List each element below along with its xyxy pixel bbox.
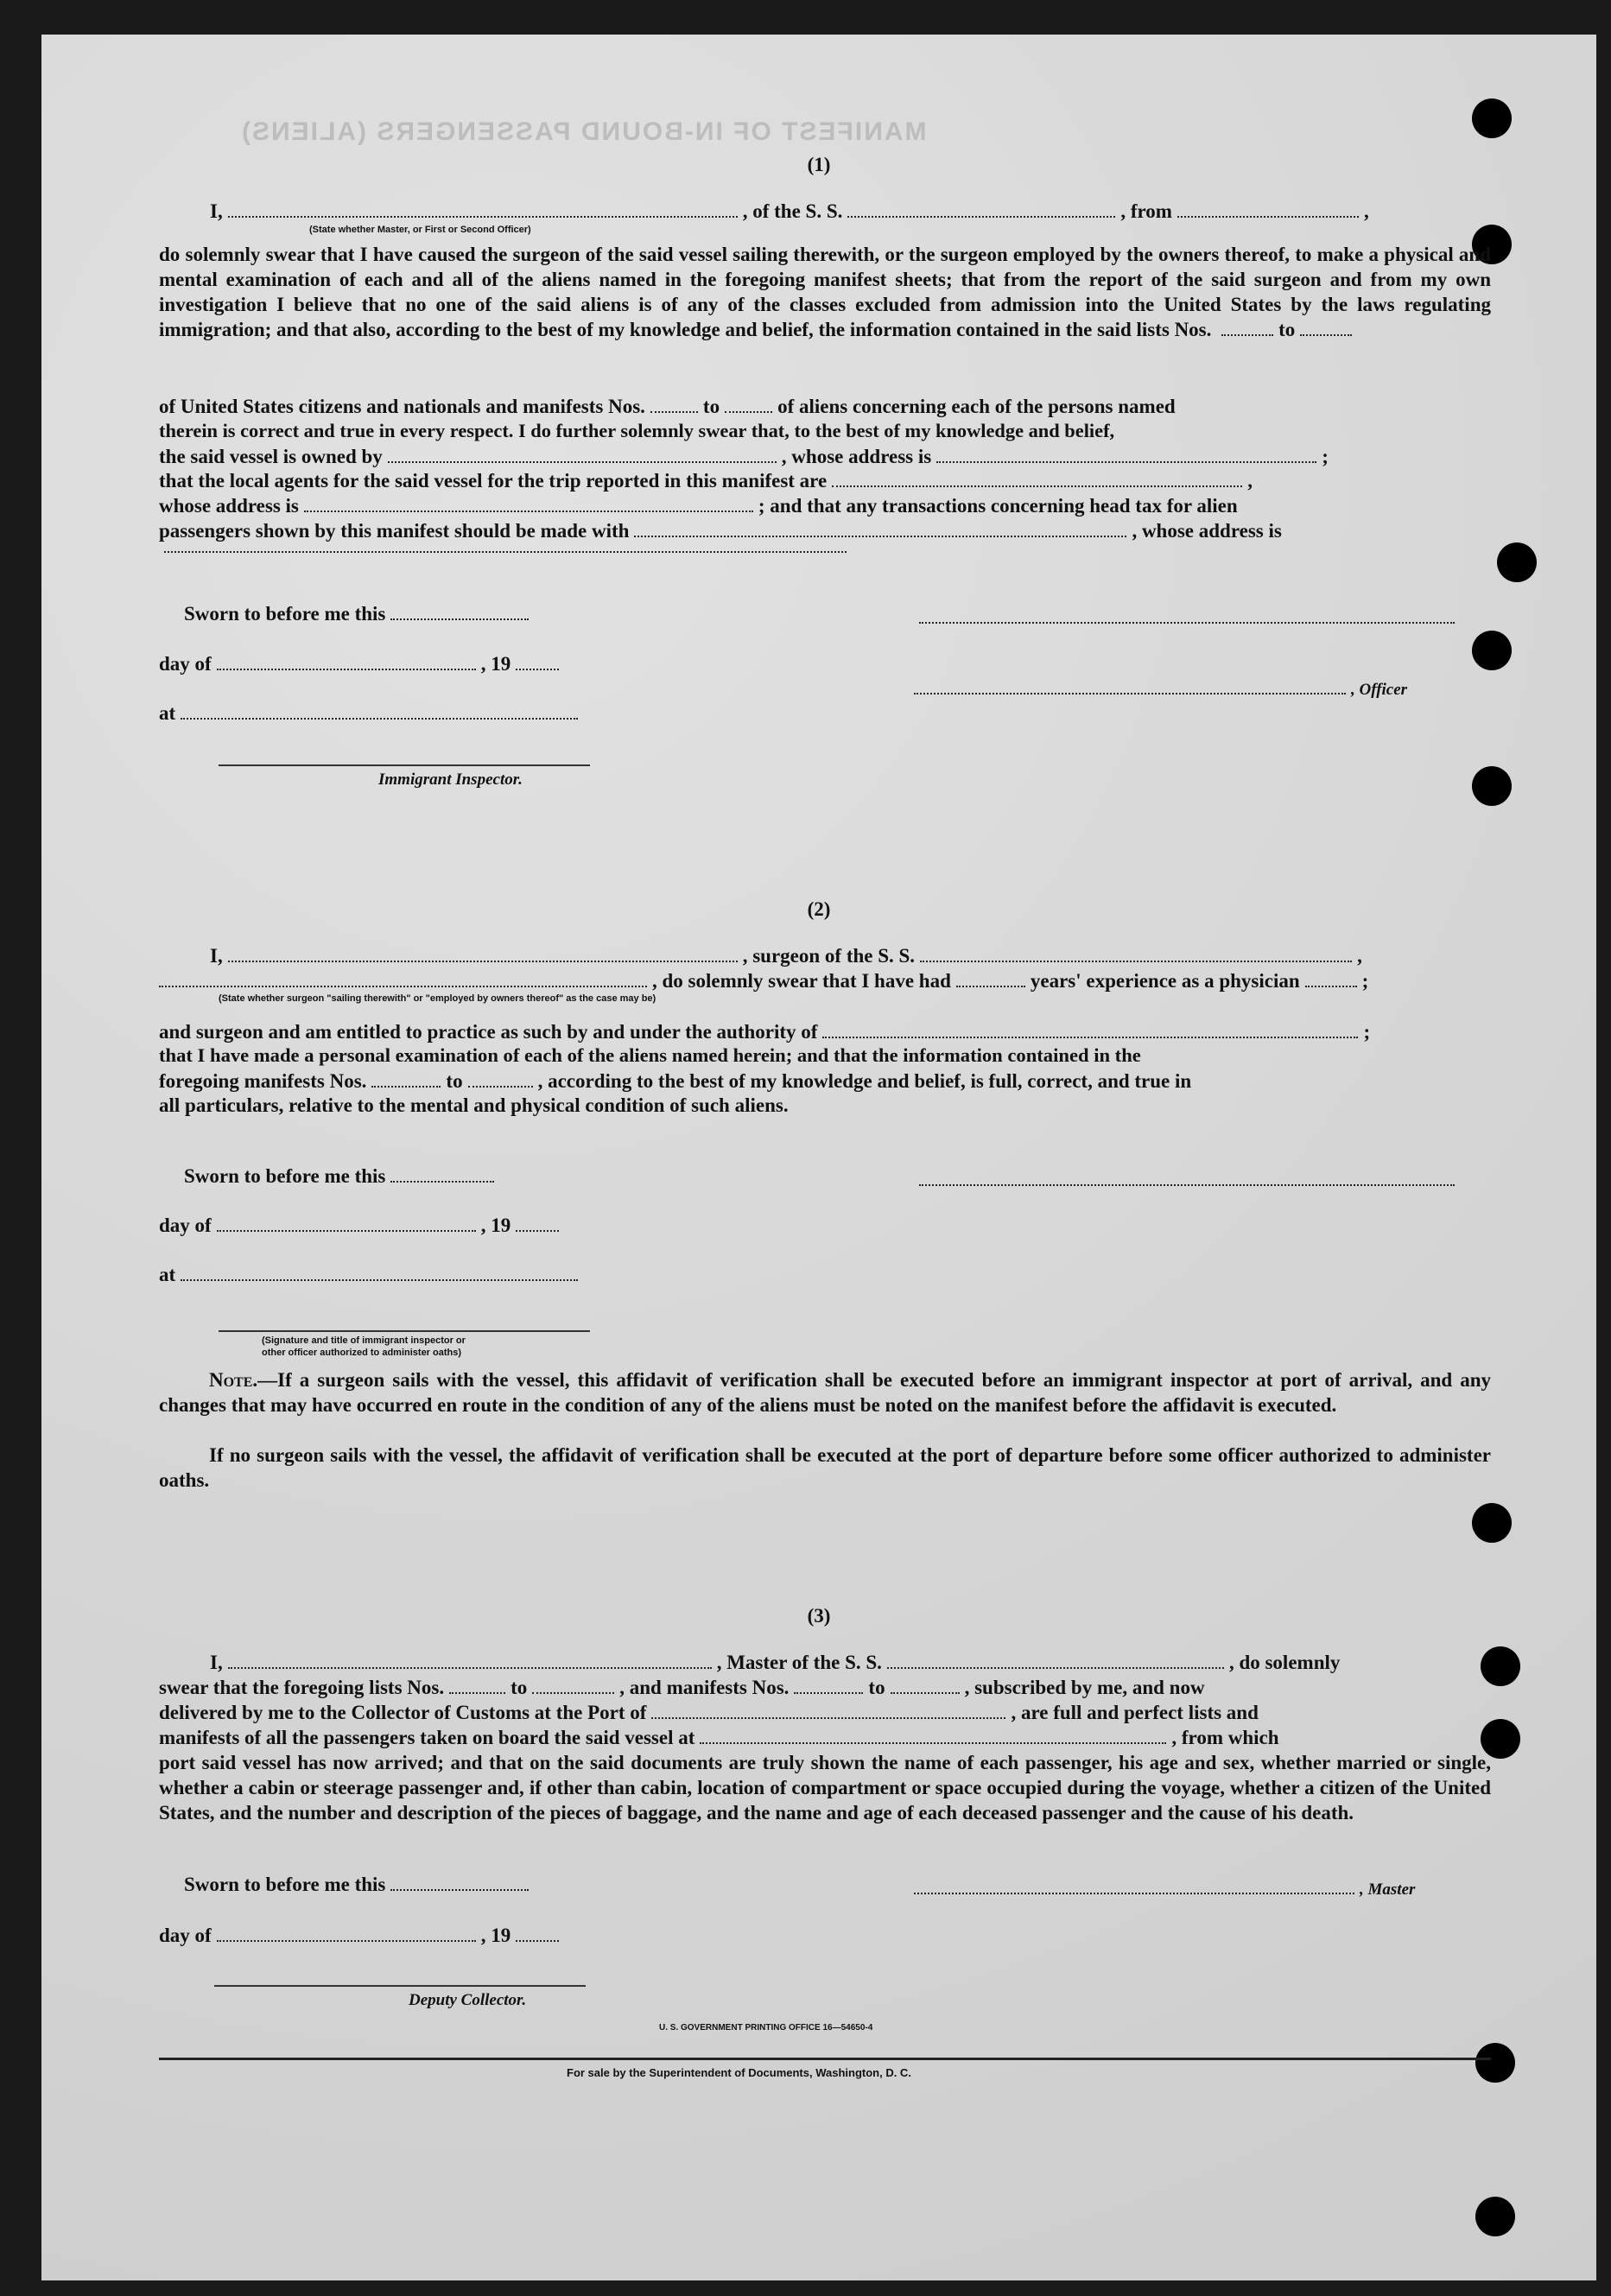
place-field[interactable] [181, 701, 578, 720]
note-paragraph-2: If no surgeon sails with the vessel, the affidavit of verification shall be executed at the port of departure before some officer authorized to administer oaths. [159, 1444, 1491, 1491]
section-1-line-manifests [159, 394, 1176, 419]
section-2-number: (2) [807, 898, 831, 920]
punch-hole [1475, 2197, 1515, 2236]
s1-day-of [159, 651, 564, 676]
label: day of [159, 1215, 212, 1236]
section-1-oath-body [159, 242, 1491, 342]
faded-bleed-through-title: MANIFEST OF IN-BOUND PASSENGERS (ALIENS) [240, 117, 927, 146]
label: , according to the best of my knowledge and belief, is full, correct, and true in [537, 1070, 1192, 1092]
section-1-line-agents [159, 468, 1253, 493]
label: , do solemnly swear that I have had [652, 970, 951, 992]
label: Sworn to before me this [184, 603, 386, 625]
owner-address-field[interactable] [936, 444, 1316, 463]
s2-month-field[interactable] [217, 1213, 476, 1232]
label: , of the S. S. [742, 200, 843, 222]
manifests-to-field[interactable] [725, 394, 772, 413]
section-3-line-1 [210, 1650, 1340, 1675]
officer-name-field[interactable] [228, 199, 738, 218]
label: , [1247, 470, 1253, 492]
surgeon-name-field[interactable] [228, 943, 738, 962]
label: , [1357, 945, 1362, 967]
officer-signature-top-line[interactable] [919, 605, 1455, 624]
sig-caption-1: (Signature and title of immigrant inspector or [262, 1335, 466, 1346]
section-1-number: (1) [807, 154, 831, 175]
manifests-from-field[interactable] [650, 394, 698, 413]
label: , whose address is [781, 446, 932, 467]
label: , from which [1171, 1727, 1279, 1748]
label: to [446, 1070, 463, 1092]
label: to [511, 1677, 528, 1698]
years-field[interactable] [956, 968, 1025, 987]
section-2-line-2 [159, 968, 1368, 993]
label: , are full and perfect lists and [1011, 1702, 1259, 1723]
authority-field[interactable] [822, 1019, 1358, 1038]
s2-manifest-from-field[interactable] [371, 1069, 441, 1088]
section-1-line-owned [159, 444, 1329, 469]
label: , whose address is [1132, 520, 1282, 542]
oath-text: do solemnly swear that I have caused the surgeon of the said vessel sailing therewith, or the surgeon employed by the owners thereof, to make a physical and mental examination of each and all of the aliens named in the foregoing manifest sheets; that from the report of the said surgeon and from my own investigation I believe that no one of the said aliens is of any of the classes excluded from admission into the United States by the laws regulating immigration; and that also, according to the best of my knowledge and belief, the information contained in the said lists Nos. [159, 244, 1491, 340]
label: I, [210, 945, 223, 967]
label: I, [210, 200, 223, 222]
gpo-imprint: U. S. GOVERNMENT PRINTING OFFICE 16—54650-4 [659, 2023, 873, 2033]
label: day of [159, 653, 212, 675]
s1-at [159, 701, 583, 726]
footer-rule [159, 2058, 1491, 2060]
note-label: Note. [209, 1369, 258, 1391]
surgeon-type-field[interactable] [159, 968, 647, 987]
vessel-name-field[interactable] [847, 199, 1115, 218]
label: at [159, 702, 176, 724]
label: day of [159, 1925, 212, 1946]
punch-hole [1472, 1503, 1512, 1543]
s3-day-of [159, 1923, 564, 1948]
s3-sworn [184, 1872, 534, 1897]
section-1-line-1 [210, 199, 1369, 224]
s3-manifests-to-field[interactable] [891, 1675, 960, 1694]
section-3-number: (3) [807, 1605, 831, 1627]
section-3-line-2 [159, 1675, 1205, 1700]
s3-vessel-field[interactable] [887, 1650, 1224, 1669]
month-field[interactable] [217, 651, 476, 670]
s2-at [159, 1262, 583, 1287]
master-name-field[interactable] [228, 1650, 712, 1669]
label: Sworn to before me this [184, 1874, 386, 1895]
s2-sworn-date-field[interactable] [390, 1164, 494, 1183]
label: ; [1361, 970, 1369, 992]
s2-sworn [184, 1164, 499, 1189]
inspector-caption: Immigrant Inspector. [378, 771, 523, 789]
form-page [41, 35, 1596, 2280]
label: ; [1363, 1021, 1371, 1043]
s3-month-field[interactable] [217, 1923, 476, 1942]
section-3-body: port said vessel has now arrived; and that on the said documents are truly shown the name of each passenger, his age and sex, whether married or single, whether a cabin or steerage passenger and, if other than cabin, location of compartment or space occupied during the voyage, whether a citizen of the United States, and the number and description of the pieces of baggage, and the name and age of each deceased passenger and the cause of his death. [159, 1752, 1491, 1823]
s3-master-row [914, 1875, 1415, 1902]
section-3-line-3 [159, 1700, 1259, 1725]
section-2-line-1 [210, 943, 1362, 968]
s2-place-field[interactable] [181, 1262, 578, 1281]
label: , 19 [480, 653, 511, 675]
label: I, [210, 1652, 223, 1673]
label: , do solemnly [1228, 1652, 1341, 1673]
master-signature-field[interactable] [914, 1875, 1354, 1894]
label: , 19 [480, 1925, 511, 1946]
lists-from-field[interactable] [1221, 317, 1273, 336]
officer-signature-row [914, 675, 1407, 702]
section-1-line-address [159, 493, 1238, 518]
punch-hole [1472, 631, 1512, 670]
surgeon-signature-field[interactable] [919, 1167, 1455, 1186]
officer-caption: , Officer [1351, 681, 1408, 699]
section-3-line-4 [159, 1725, 1279, 1750]
label: to [1278, 319, 1296, 340]
label: , Master of the S. S. [716, 1652, 882, 1673]
label: , and manifests Nos. [619, 1677, 790, 1698]
punch-hole [1497, 542, 1537, 582]
label: , surgeon of the S. S. [742, 945, 916, 967]
sig-caption-2: other officer authorized to administer oaths) [262, 1348, 462, 1358]
lists-to-field[interactable] [1300, 317, 1352, 336]
section-2-line-4: that I have made a personal examination of each of the aliens named herein; and that the information contained in the [159, 1044, 1141, 1066]
s3-lists-to-field[interactable] [532, 1675, 614, 1694]
label: the said vessel is owned by [159, 446, 383, 467]
s3-lists-from-field[interactable] [449, 1675, 505, 1694]
label: of aliens concerning each of the persons named [777, 396, 1176, 417]
punch-hole [1472, 766, 1512, 806]
note-text: —If a surgeon sails with the vessel, this affidavit of verification shall be executed before an immigrant inspector at port of arrival, and any changes that may have occurred en route in the condition of any of the aliens must be noted on the manifest before the affidavit is executed. [159, 1369, 1491, 1416]
label: to [702, 396, 720, 417]
label: , [1363, 200, 1369, 222]
label: , from [1120, 200, 1172, 222]
label: manifests of all the passengers taken on board the said vessel at [159, 1727, 695, 1748]
label: of United States citizens and nationals and manifests Nos. [159, 396, 645, 417]
label: years' experience as a physician [1030, 970, 1300, 992]
deputy-signature-line[interactable] [214, 1985, 586, 1987]
owner-field[interactable] [388, 444, 777, 463]
label: foregoing manifests Nos. [159, 1070, 367, 1092]
officer-signature-field[interactable] [914, 675, 1346, 695]
s2-day-of [159, 1213, 564, 1238]
s3-year-field[interactable] [516, 1923, 559, 1942]
label: and surgeon and am entitled to practice as such by and under the authority of [159, 1021, 818, 1043]
punch-hole [1472, 98, 1512, 138]
origin-port-field[interactable] [1177, 199, 1359, 218]
deputy-caption: Deputy Collector. [409, 1991, 527, 2009]
punch-hole [1481, 1646, 1520, 1686]
section-1-line-therein: therein is correct and true in every respect. I do further solemnly swear that, to the best of my knowledge and belief, [159, 420, 1115, 441]
label: Sworn to before me this [184, 1165, 386, 1187]
sworn-date-field[interactable] [390, 601, 529, 620]
label: ; and that any transactions concerning head tax for alien [758, 495, 1238, 517]
label: , 19 [480, 1215, 511, 1236]
label: ; [1322, 446, 1329, 467]
s3-manifests-from-field[interactable] [794, 1675, 863, 1694]
agents-address-field[interactable] [304, 493, 753, 512]
s1-sworn [184, 601, 534, 626]
s3-sworn-date-field[interactable] [390, 1872, 529, 1891]
label: , subscribed by me, and now [964, 1677, 1205, 1698]
s2-year-field[interactable] [516, 1213, 559, 1232]
label: whose address is [159, 495, 299, 517]
officer-hint: (State whether Master, or First or Second Officer) [309, 225, 531, 235]
surgeon-hint: (State whether surgeon "sailing therewith" or "employed by owners thereof" as the case may be) [219, 993, 656, 1004]
note-paragraph [159, 1367, 1491, 1418]
head-tax-address-field[interactable] [164, 534, 847, 553]
s2-manifest-to-field[interactable] [468, 1069, 533, 1088]
sale-notice: For sale by the Superintendent of Documents, Washington, D. C. [567, 2066, 911, 2079]
port-field[interactable] [651, 1700, 1005, 1719]
agents-field[interactable] [832, 468, 1242, 487]
master-caption: , Master [1360, 1881, 1416, 1899]
label: to [868, 1677, 885, 1698]
section-2-line-6: all particulars, relative to the mental and physical condition of such aliens. [159, 1094, 789, 1116]
s2-vessel-field[interactable] [920, 943, 1352, 962]
punch-hole [1475, 2043, 1515, 2083]
label: delivered by me to the Collector of Customs at the Port of [159, 1702, 647, 1723]
s2-official-signature-line[interactable] [219, 1330, 590, 1332]
year-field[interactable] [516, 651, 559, 670]
label: at [159, 1264, 176, 1285]
label: swear that the foregoing lists Nos. [159, 1677, 445, 1698]
physician-field[interactable] [1305, 968, 1357, 987]
label: that the local agents for the said vessel for the trip reported in this manifest are [159, 470, 828, 492]
boarding-port-field[interactable] [700, 1725, 1166, 1744]
section-2-line-3 [159, 1019, 1370, 1044]
inspector-signature-line[interactable] [219, 764, 590, 766]
section-2-line-5 [159, 1069, 1191, 1094]
label: passengers shown by this manifest should be made with [159, 520, 630, 542]
